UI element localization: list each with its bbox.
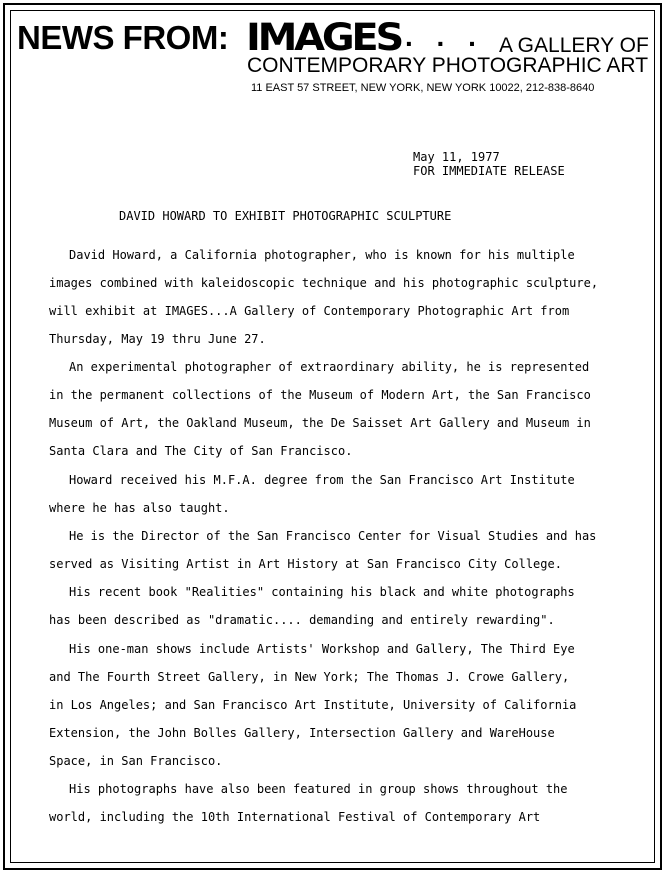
body-line: Howard received his M.F.A. degree from the San Francisco Art Institute <box>69 473 575 487</box>
gallery-address: 11 EAST 57 STREET, NEW YORK, NEW YORK 10022, 212-838-8640 <box>251 82 595 94</box>
body-line: Thursday, May 19 thru June 27. <box>49 332 266 346</box>
body-line: Santa Clara and The City of San Francisco. <box>49 444 353 458</box>
body-line: images combined with kaleidoscopic technique and his photographic sculpture, <box>49 276 599 290</box>
body-line: He is the Director of the San Francisco Center for Visual Studies and has <box>69 529 597 543</box>
body-line: has been described as "dramatic.... demanding and entirely rewarding". <box>49 613 555 627</box>
release-date: May 11, 1977 <box>413 150 500 164</box>
gallery-name-line2: CONTEMPORARY PHOTOGRAPHIC ART <box>247 54 649 77</box>
body-line: where he has also taught. <box>49 501 230 515</box>
body-line: in Los Angeles; and San Francisco Art Institute, University of California <box>49 698 577 712</box>
body-line: His recent book "Realities" containing his black and white photographs <box>69 585 575 599</box>
press-release-page <box>3 3 662 870</box>
body-line: His one-man shows include Artists' Workshop and Gallery, The Third Eye <box>69 642 575 656</box>
body-line: in the permanent collections of the Museum of Modern Art, the San Francisco <box>49 388 591 402</box>
body-line: An experimental photographer of extraordinary ability, he is represented <box>69 360 590 374</box>
body-line: and The Fourth Street Gallery, in New York; The Thomas J. Crowe Gallery, <box>49 670 570 684</box>
letterhead-dots: . . . <box>405 21 484 52</box>
letterhead-news-from: NEWS FROM: <box>17 19 229 56</box>
gallery-name-line1: A GALLERY OF <box>499 34 649 57</box>
body-line: Extension, the John Bolles Gallery, Intersection Gallery and WareHouse <box>49 726 555 740</box>
body-line: David Howard, a California photographer, who is known for his multiple <box>69 248 575 262</box>
body-line: served as Visiting Artist in Art History at San Francisco City College. <box>49 557 562 571</box>
body-line: His photographs have also been featured in group shows throughout the <box>69 782 568 796</box>
release-type: FOR IMMEDIATE RELEASE <box>413 164 565 178</box>
headline: DAVID HOWARD TO EXHIBIT PHOTOGRAPHIC SCULPTURE <box>119 209 452 223</box>
body-line: Space, in San Francisco. <box>49 754 223 768</box>
body-line: Museum of Art, the Oakland Museum, the De Saisset Art Gallery and Museum in <box>49 416 591 430</box>
body-line: will exhibit at IMAGES...A Gallery of Contemporary Photographic Art from <box>49 304 570 318</box>
body-line: world, including the 10th International Festival of Contemporary Art <box>49 810 541 824</box>
images-logo: IMAGES <box>246 16 401 59</box>
